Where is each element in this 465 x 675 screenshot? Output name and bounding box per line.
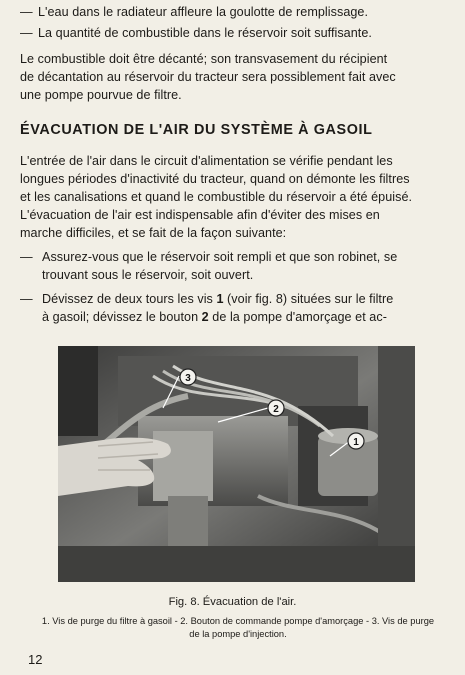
bullet-tank-line: trouvant sous le réservoir, soit ouvert.: [42, 268, 254, 282]
text-run: Dévissez de deux tours les vis: [42, 292, 217, 306]
callout-2: 2: [273, 404, 279, 415]
figure-legend-line: de la pompe d'injection.: [189, 629, 287, 639]
figure-caption: Fig. 8. Évacuation de l'air.: [168, 596, 297, 608]
bullet-fuel-quantity: La quantité de combustible dans le réservoir soit suffisante.: [38, 26, 372, 40]
bullet-dash: —: [20, 250, 33, 264]
engine-photo: [58, 346, 415, 582]
engine-photo-drawing: [58, 346, 415, 582]
paragraph-line: longues périodes d'inactivité du tracteur, quand on démonte les filtres: [20, 172, 410, 186]
bullet-screws-line: [42, 308, 387, 326]
paragraph-line: de décantation au réservoir du tracteur sera possiblement fait avec: [20, 70, 396, 84]
bullet-tank-line: Assurez-vous que le réservoir soit rempli et que son robinet, se: [42, 250, 398, 264]
callout-1: 1: [353, 437, 359, 448]
bullet-dash: —: [20, 5, 33, 19]
paragraph-line: marche difficiles, et se fait de la façon suivante:: [20, 226, 287, 240]
paragraph-line: L'entrée de l'air dans le circuit d'alimentation se vérifie pendant les: [20, 154, 393, 168]
figure-legend-line: 1. Vis de purge du filtre à gasoil - 2. Bouton de commande pompe d'amorçage - 3. Vis de purge: [41, 616, 435, 626]
page-number: 12: [28, 652, 43, 667]
bullet-dash: —: [20, 292, 33, 306]
bullet-radiator: L'eau dans le radiateur affleure la goulotte de remplissage.: [38, 5, 369, 19]
paragraph-line: L'évacuation de l'air est indispensable afin d'éviter des mises en: [20, 208, 380, 222]
paragraph-line: Le combustible doit être décanté; son transvasement du récipient: [20, 52, 388, 66]
section-heading: ÉVACUATION DE L'AIR DU SYSTÈME À GASOIL: [20, 122, 373, 138]
text-run: de la pompe d'amorçage et ac-: [208, 310, 387, 324]
callout-3: 3: [185, 373, 191, 384]
text-run: à gasoil; dévissez le bouton: [42, 310, 202, 324]
ref-number: 1: [216, 292, 224, 306]
bullet-dash: —: [20, 26, 33, 40]
text-run: (voir fig. 8) situées sur le filtre: [223, 292, 394, 306]
paragraph-line: et les canalisations et quand le combustible du réservoir a été épuisé.: [20, 190, 413, 204]
paragraph-line: une pompe pourvue de filtre.: [20, 88, 182, 102]
ref-number: 2: [201, 310, 209, 324]
bullet-screws-line: [42, 290, 393, 308]
